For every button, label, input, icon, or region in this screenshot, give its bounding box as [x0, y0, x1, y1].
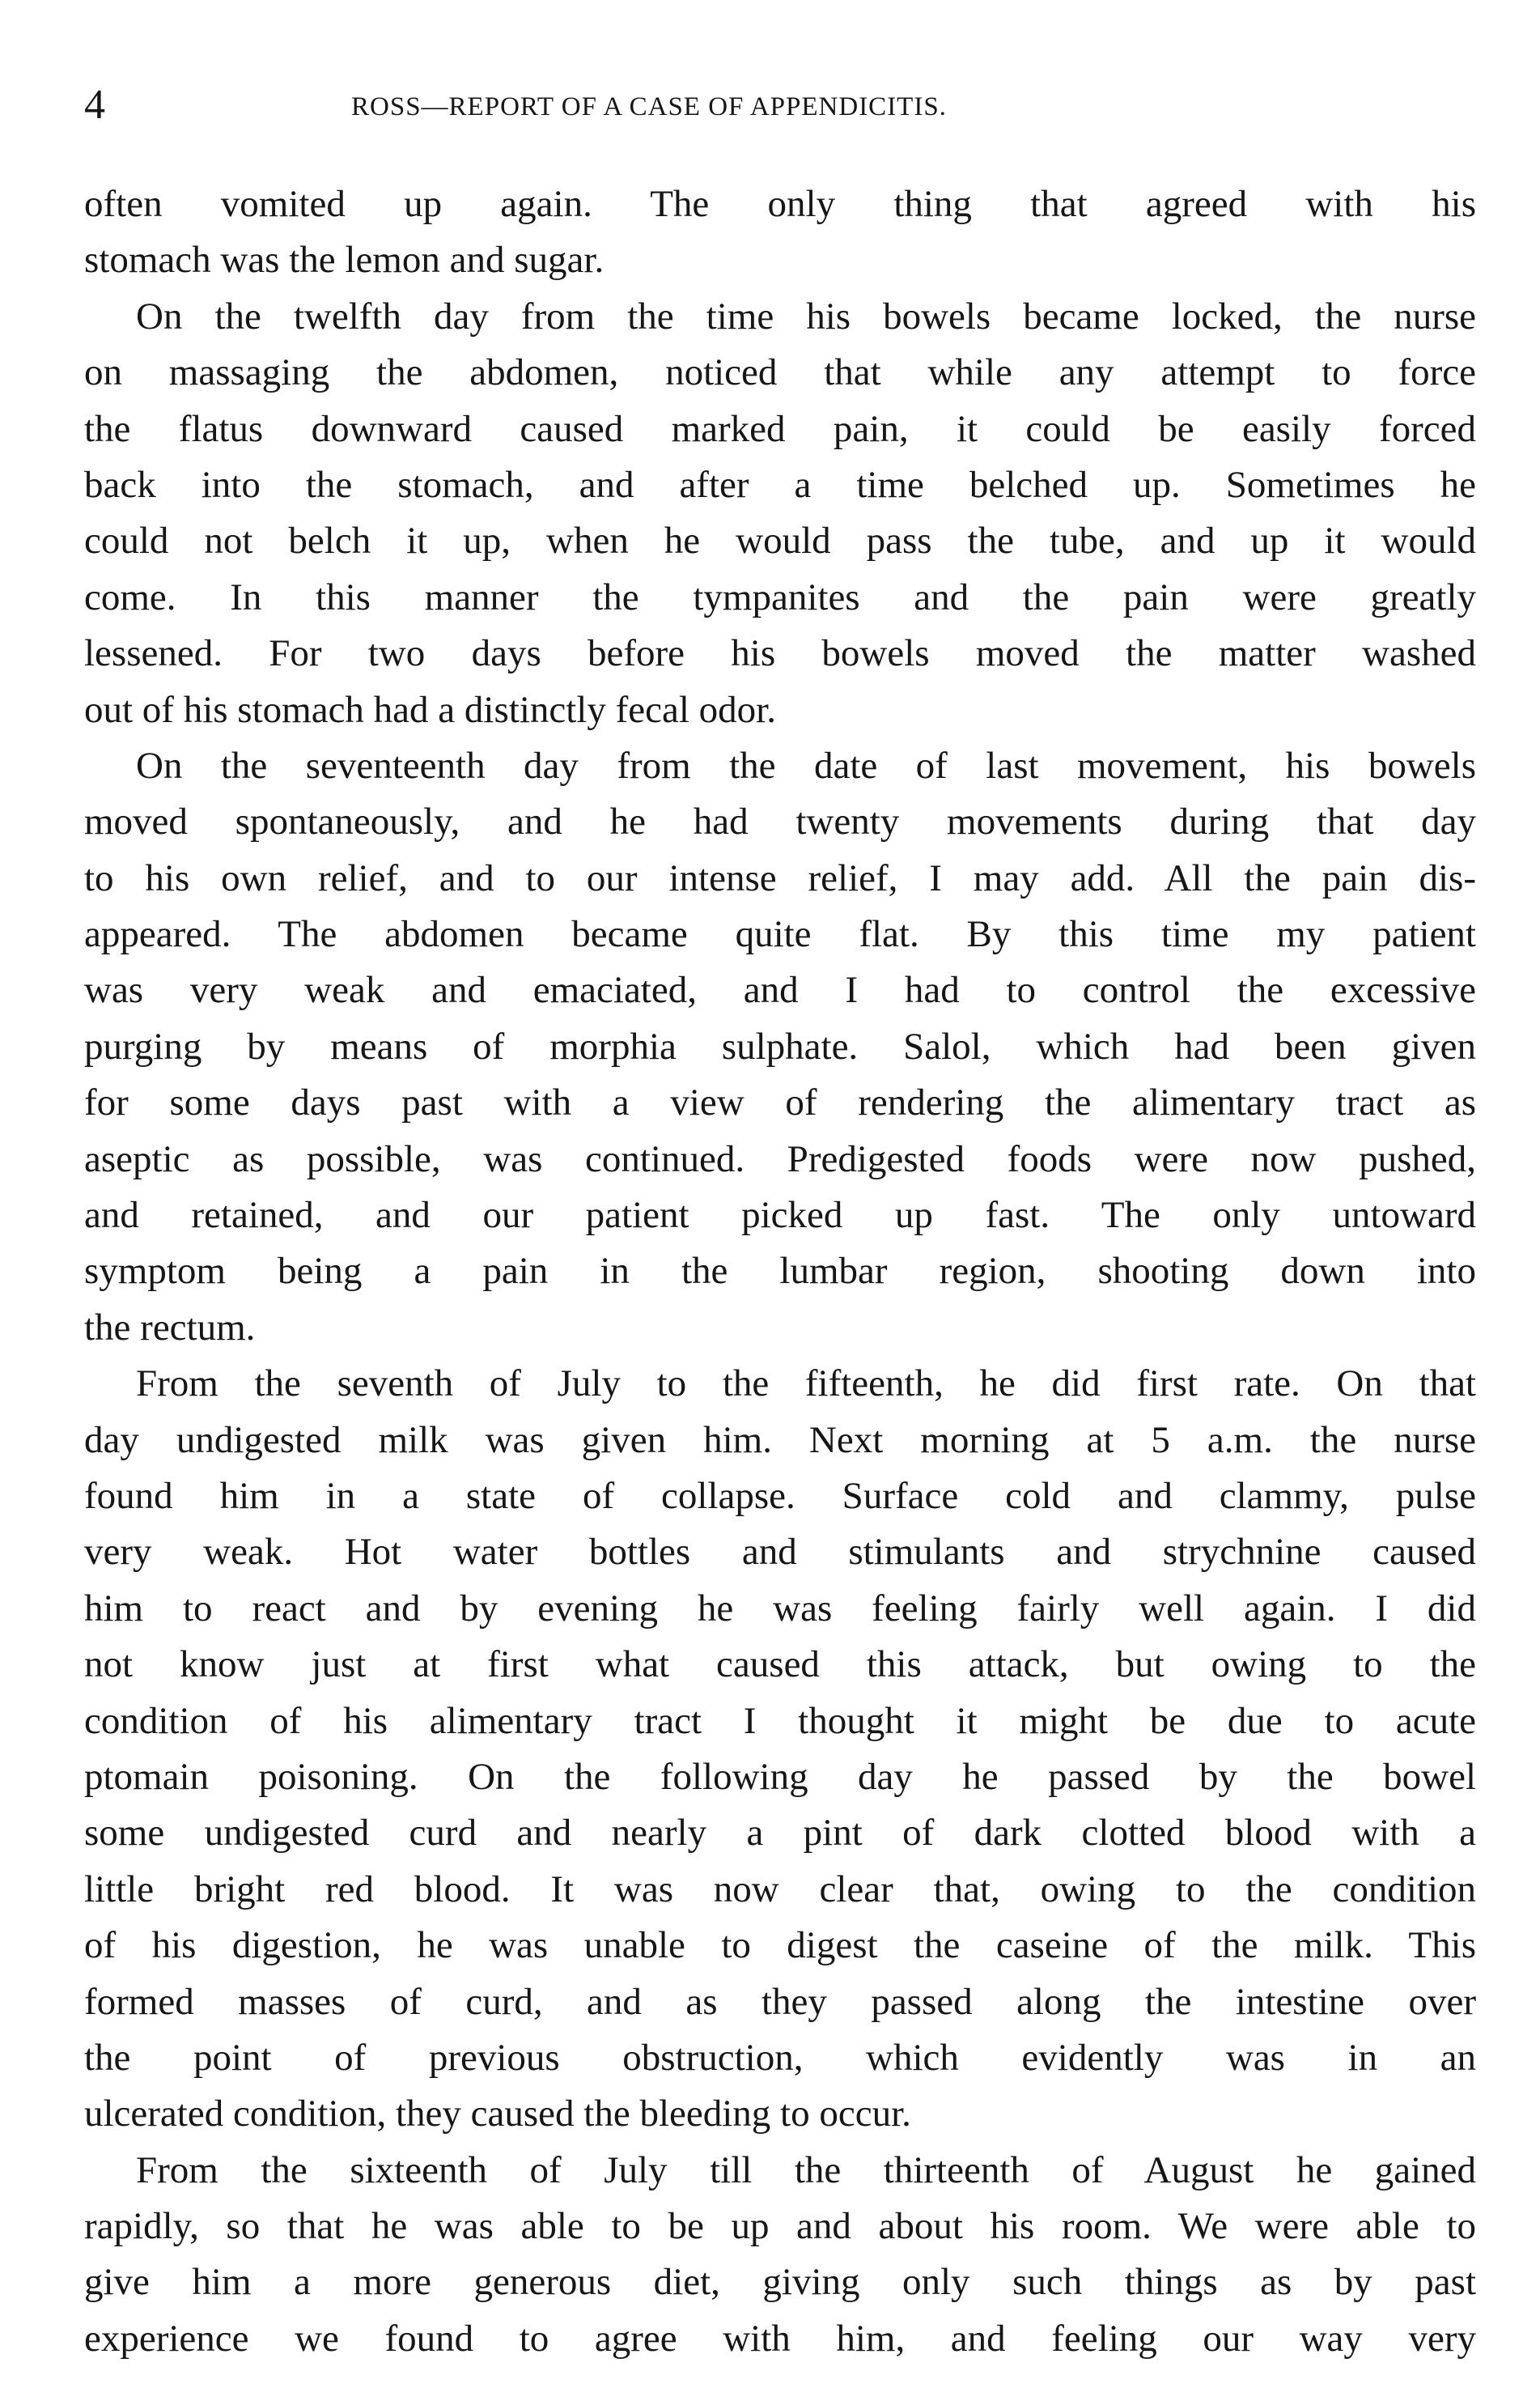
page-number: 4 — [84, 82, 105, 128]
text-line: From the seventh of July to the fifteenth, he did first rate. On that — [136, 1362, 1476, 1405]
text-line: condition of his alimentary tract I thought it might be due to acute — [84, 1699, 1476, 1742]
text-line: for some days past with a view of rendering the alimentary tract as — [84, 1081, 1476, 1124]
text-line: come. In this manner the tympanites and the pain were greatly — [84, 576, 1476, 618]
text-line: symptom being a pain in the lumbar region, shooting down into — [84, 1250, 1476, 1293]
text-line: very weak. Hot water bottles and stimulants and strychnine caused — [84, 1531, 1476, 1574]
paragraph — [84, 2143, 1476, 2368]
paragraph — [84, 738, 1476, 1356]
text-line: the point of previous obstruction, which evidently was in an — [84, 2036, 1476, 2079]
text-line: aseptic as possible, was continued. Predigested foods were now pushed, — [84, 1137, 1476, 1180]
running-head: ROSS—REPORT OF A CASE OF APPENDICITIS. — [351, 92, 947, 121]
text-line: give him a more generous diet, giving only such things as by past — [84, 2261, 1476, 2304]
text-line: could not belch it up, when he would pass the tube, and up it would — [84, 520, 1476, 563]
text-line: lessened. For two days before his bowels moved the matter washed — [84, 632, 1476, 675]
paragraph — [84, 176, 1476, 289]
text-line: of his digestion, he was unable to digest the caseine of the milk. This — [84, 1924, 1476, 1967]
paragraph — [84, 289, 1476, 738]
text-line: often vomited up again. The only thing that agreed with his — [84, 183, 1476, 225]
text-line: ptomain poisoning. On the following day he passed by the bowel — [84, 1755, 1476, 1798]
text-line: not know just at first what caused this attack, but owing to the — [84, 1643, 1476, 1686]
text-line: to his own relief, and to our intense relief, I may add. All the pain dis- — [84, 856, 1476, 899]
text-line: out of his stomach had a distinctly fecal odor. — [84, 688, 776, 731]
text-line: experience we found to agree with him, and feeling our way very — [84, 2317, 1476, 2360]
text-line: On the twelfth day from the time his bowels became locked, the nurse — [136, 295, 1476, 338]
text-line: some undigested curd and nearly a pint of dark clotted blood with a — [84, 1812, 1476, 1855]
text-line: ulcerated condition, they caused the bleeding to occur. — [84, 2093, 911, 2135]
text-line: back into the stomach, and after a time belched up. Sometimes he — [84, 463, 1476, 506]
text-line: purging by means of morphia sulphate. Salol, which had been given — [84, 1025, 1476, 1068]
text-line: and retained, and our patient picked up fast. The only untoward — [84, 1194, 1476, 1237]
paragraph — [84, 1356, 1476, 2142]
text-line: him to react and by evening he was feeling fairly well again. I did — [84, 1587, 1476, 1630]
text-line: appeared. The abdomen became quite flat. By this time my patient — [84, 913, 1476, 956]
text-line: the flatus downward caused marked pain, it could be easily forced — [84, 407, 1476, 450]
page-header — [84, 78, 1476, 134]
text-line: was very weak and emaciated, and I had to control the excessive — [84, 969, 1476, 1012]
text-line: From the sixteenth of July till the thirteenth of August he gained — [136, 2148, 1476, 2191]
text-line: stomach was the lemon and sugar. — [84, 239, 605, 282]
text-line: the rectum. — [84, 1306, 256, 1349]
text-line: rapidly, so that he was able to be up and about his room. We were able to — [84, 2205, 1476, 2248]
text-line: On the seventeenth day from the date of last movement, his bowels — [136, 744, 1476, 787]
body-text — [84, 176, 1476, 2367]
text-line: little bright red blood. It was now clear that, owing to the condition — [84, 1867, 1476, 1910]
text-line: moved spontaneously, and he had twenty movements during that day — [84, 801, 1476, 843]
text-line: day undigested milk was given him. Next morning at 5 a.m. the nurse — [84, 1418, 1476, 1461]
text-line: found him in a state of collapse. Surface cold and clammy, pulse — [84, 1474, 1476, 1517]
text-line: on massaging the abdomen, noticed that while any attempt to force — [84, 351, 1476, 394]
text-line: formed masses of curd, and as they passed along the intestine over — [84, 1980, 1476, 2023]
